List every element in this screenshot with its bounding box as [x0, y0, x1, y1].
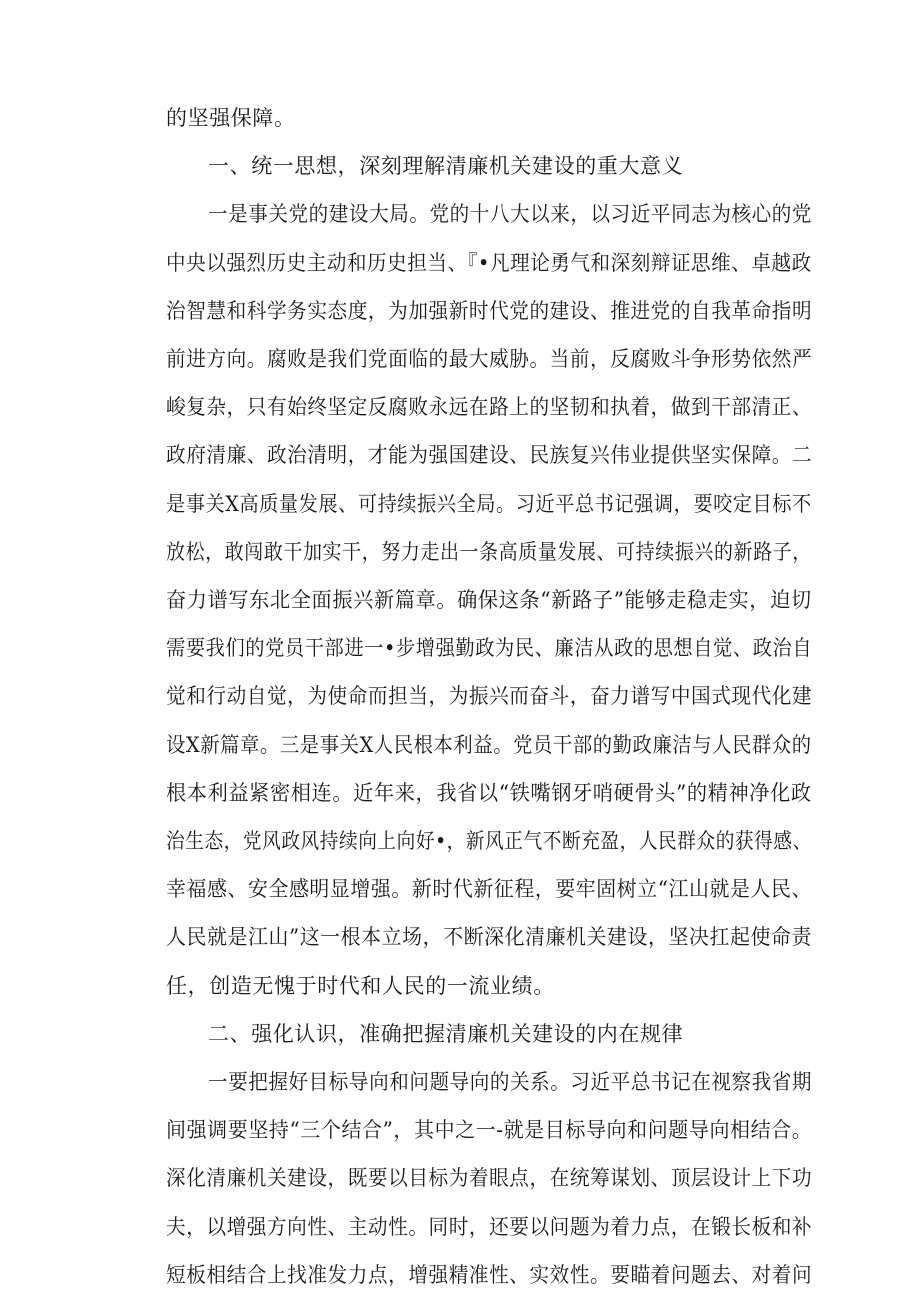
text-line: 治智慧和科学务实态度，为加强新时代党的建设、推进党的自我革命指明: [166, 299, 813, 323]
text-line: 任，创造无愧于时代和人民的一流业绩。: [166, 974, 555, 998]
text-line: 人民就是江山”这一根本立场，不断深化清廉机关建设，坚决扛起使命责: [166, 925, 812, 949]
section-heading: 一、统一思想，深刻理解清廉机关建设的重大意义: [208, 154, 684, 178]
text-line: 的坚强保障。: [166, 106, 296, 130]
text-line: 一是事关党的建设大局。党的十八大以来，以习近平同志为核心的党: [208, 202, 813, 226]
text-line: 前进方向。腐败是我们党面临的最大威胁。当前，反腐败斗争形势依然严: [166, 347, 813, 371]
text-line: 需要我们的党员干部进一•步增强勤政为民、廉洁从政的思想自觉、政治自: [166, 636, 813, 660]
text-line: 间强调要坚持“三个结合”，其中之一-就是目标导向和问题导向相结合。: [166, 1118, 813, 1142]
text-line: 设X新篇章。三是事关X人民根本利益。党员干部的勤政廉洁与人民群众的: [166, 733, 812, 757]
text-line: 根本利益紧密相连。近年来，我省以“铁嘴钢牙哨硬骨头”的精神净化政: [166, 781, 812, 805]
text-line: 短板相结合上找准发力点，增强精准性、实效性。要瞄着问题去、对着问: [166, 1263, 813, 1287]
text-line: 觉和行动自觉，为使命而担当，为振兴而奋斗，奋力谱写中国式现代化建: [166, 684, 813, 708]
text-line: 深化清廉机关建设，既要以目标为着眼点，在统筹谋划、顶层设计上下功: [166, 1166, 813, 1190]
section-heading: 二、强化认识，准确把握清廉机关建设的内在规律: [208, 1022, 684, 1046]
text-line: 治生态，党风政风持续向上向好•，新风正气不断充盈，人民群众的获得感、: [166, 829, 812, 853]
text-line: 奋力谱写东北全面振兴新篇章。确保这条“新路子”能够走稳走实，迫切: [166, 588, 812, 612]
text-line: 中央以强烈历史主动和历史担当、『•凡理论勇气和深刻辩证思维、卓越政: [166, 251, 812, 275]
text-line: 是事关X高质量发展、可持续振兴全局。习近平总书记强调，要咬定目标不: [166, 492, 812, 516]
text-line: 一要把握好目标导向和问题导向的关系。习近平总书记在视察我省期: [208, 1070, 813, 1094]
text-line: 幸福感、安全感明显增强。新时代新征程，要牢固树立“江山就是人民、: [166, 877, 812, 901]
text-line: 峻复杂，只有始终坚定反腐败永远在路上的坚韧和执着，做到干部清正、: [166, 395, 813, 419]
text-line: 夫，以增强方向性、主动性。同时，还要以问题为着力点，在锻长板和补: [166, 1215, 813, 1239]
text-line: 放松，敢闯敢干加实干，努力走出一条高质量发展、可持续振兴的新路子，: [166, 540, 812, 564]
text-line: 政府清廉、政治清明，才能为强国建设、民族复兴伟业提供坚实保障。二: [166, 443, 813, 467]
